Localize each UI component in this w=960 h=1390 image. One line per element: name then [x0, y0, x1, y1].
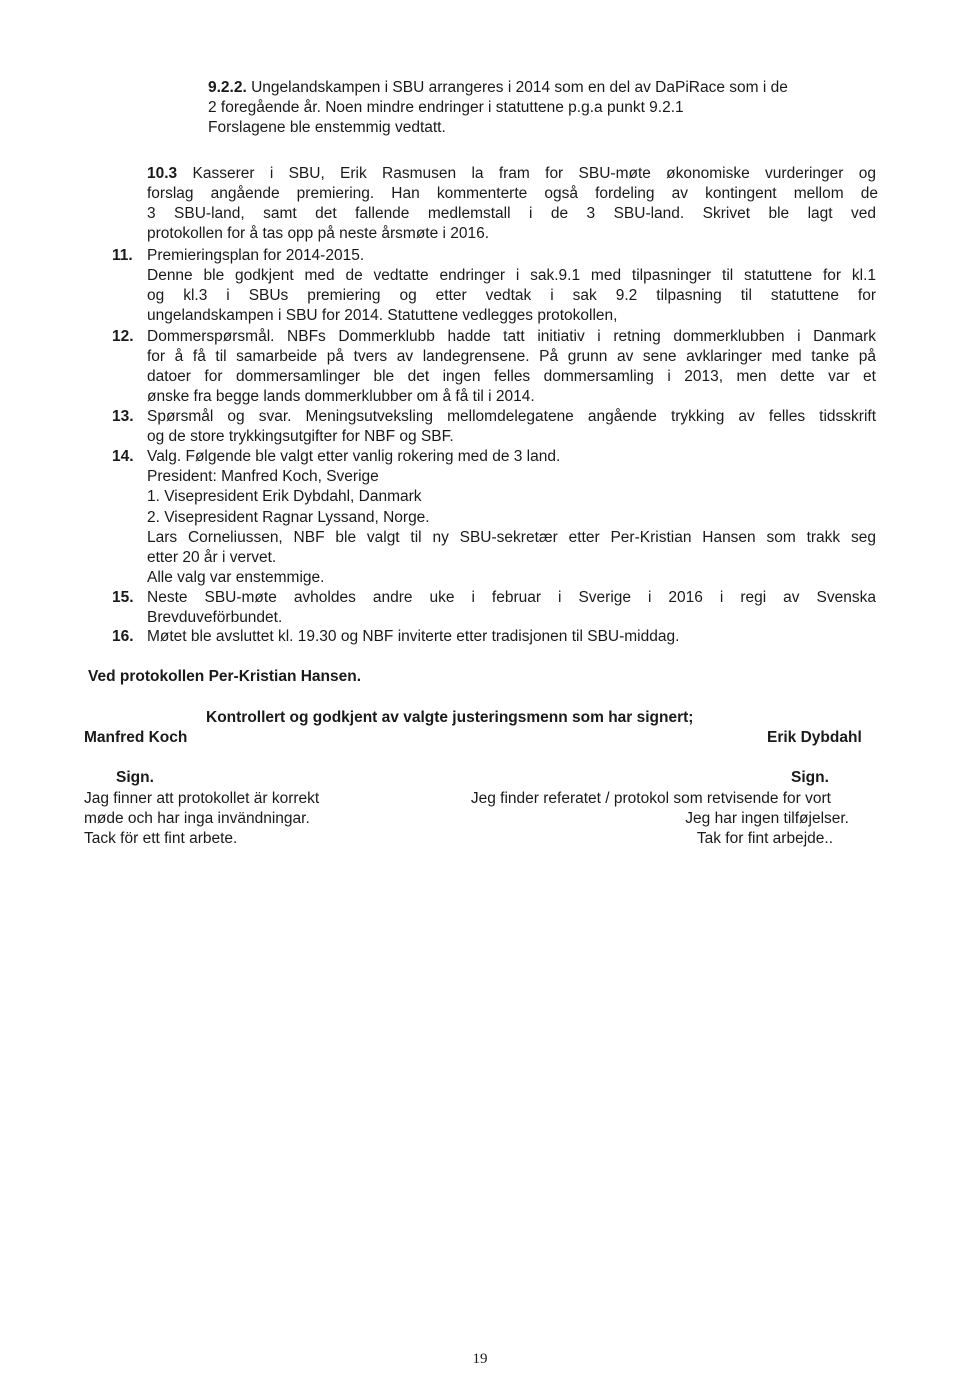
item-11-line: Premieringsplan for 2014-2015.: [147, 247, 365, 264]
item-12-line: for å få til samarbeide på tvers av landegrensene. På grunn av sene avklaringer med tanke på: [147, 348, 876, 365]
section-10-3-line-3: 3 SBU-land, samt det fallende medlemstall i de 3 SBU-land. Skrivet ble lagt ved: [147, 205, 876, 222]
section-10-3-line-1: [147, 164, 876, 184]
page-number: 19: [472, 1351, 488, 1367]
text: Ungelandskampen i SBU arrangeres i 2014 som en del av DaPiRace som i de: [251, 79, 788, 96]
item-11-line: Denne ble godkjent med de vedtatte endringer i sak.9.1 med tilpasninger til statuttene for kl.1: [147, 267, 876, 284]
item-14-line: Alle valg var enstemmige.: [147, 569, 325, 586]
section-10-3-line-4: protokollen for å tas opp på neste årsmøte i 2016.: [147, 225, 490, 242]
item-number: 13.: [112, 408, 134, 425]
protocol-signature: Ved protokollen Per-Kristian Hansen.: [88, 668, 362, 685]
right-signer-name: Erik Dybdahl: [767, 729, 862, 746]
left-sign-label: Sign.: [116, 769, 154, 786]
item-15-line: Neste SBU-møte avholdes andre uke i februar i Sverige i 2016 i regi av Svenska: [147, 589, 876, 606]
section-number: 10.3: [147, 165, 178, 182]
item-14-line: etter 20 år i vervet.: [147, 549, 277, 566]
item-number: 12.: [112, 328, 134, 345]
item-12-line: datoer for dommersamlinger ble det ingen felles dommersamling i 2013, men dette var et: [147, 368, 876, 385]
controlled-statement: Kontrollert og godkjent av valgte justeringsmenn som har signert;: [206, 709, 694, 726]
item-12-line: ønske fra begge lands dommerklubber om å få til i 2014.: [147, 388, 535, 405]
item-number: 11.: [112, 247, 133, 264]
item-13-line: og de store trykkingsutgifter for NBF og SBF.: [147, 428, 454, 445]
right-signer-note: Jeg finder referatet / protokol som retvisende for vort: [470, 790, 831, 807]
left-signer-name: Manfred Koch: [84, 729, 188, 746]
item-14-line: Lars Corneliussen, NBF ble valgt til ny SBU-sekretær etter Per-Kristian Hansen som trakk seg: [147, 529, 876, 546]
section-9-2-2-line-3: Forslagene ble enstemmig vedtatt.: [208, 119, 446, 136]
right-signer-note: Jeg har ingen tilføjelser.: [685, 810, 849, 827]
section-9-2-2-line-1: [208, 78, 788, 98]
right-sign-label: Sign.: [791, 769, 829, 786]
item-12-line: Dommerspørsmål. NBFs Dommerklubb hadde tatt initiativ i retning dommerklubben i Danmark: [147, 328, 876, 345]
item-11-line: ungelandskampen i SBU for 2014. Statuttene vedlegges protokollen,: [147, 307, 618, 324]
left-signer-note: Tack för ett fint arbete.: [84, 830, 238, 847]
right-signer-note: Tak for fint arbejde..: [696, 830, 833, 847]
item-14-line: 1. Visepresident Erik Dybdahl, Danmark: [147, 488, 422, 505]
item-11-line: og kl.3 i SBUs premiering og etter vedtak i sak 9.2 tilpasning til statuttene for: [147, 287, 876, 304]
item-14-line: 2. Visepresident Ragnar Lyssand, Norge.: [147, 509, 430, 526]
item-number: 14.: [112, 448, 134, 465]
item-16-line: Møtet ble avsluttet kl. 19.30 og NBF inviterte etter tradisjonen til SBU-middag.: [147, 628, 680, 645]
item-13-line: Spørsmål og svar. Meningsutveksling mellomdelegatene angående trykking av felles tidsskrift: [147, 408, 876, 425]
item-14-line: Valg. Følgende ble valgt etter vanlig rokering med de 3 land.: [147, 448, 561, 465]
section-9-2-2-line-2: 2 foregående år. Noen mindre endringer i statuttene p.g.a punkt 9.2.1: [208, 99, 684, 116]
item-15-line: Brevduveförbundet.: [147, 609, 283, 626]
section-10-3-line-2: forslag angående premiering. Han kommenterte også fordeling av kontingent mellom de: [147, 185, 878, 202]
item-number: 15.: [112, 589, 134, 606]
text: Kasserer i SBU, Erik Rasmusen la fram for SBU-møte økonomiske vurderinger og: [192, 165, 876, 182]
section-number: 9.2.2.: [208, 79, 247, 96]
left-signer-note: Jag finner att protokollet är korrekt: [84, 790, 320, 807]
item-14-line: President: Manfred Koch, Sverige: [147, 468, 379, 485]
item-number: 16.: [112, 628, 134, 645]
left-signer-note: møde och har inga invändningar.: [84, 810, 310, 827]
